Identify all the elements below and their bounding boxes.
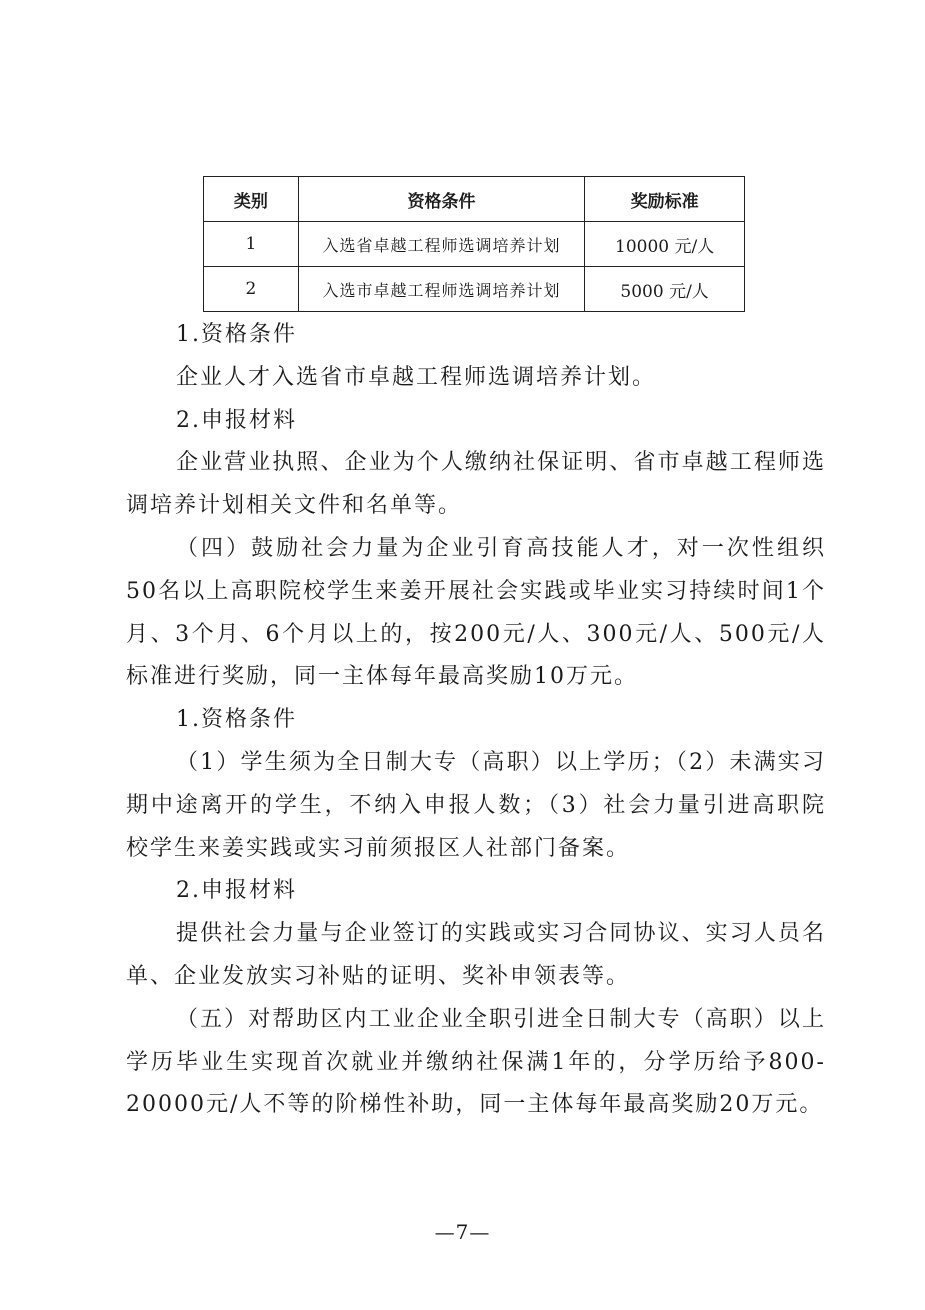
- section-heading: 2.申报材料: [176, 878, 297, 904]
- paragraph: （四）鼓励社会力量为企业引育高技能人才，对一次性组织50名以上高职院校学生来姜开展社会实践或毕业实习持续时间1个月、3个月、6个月以上的，按200元/人、300元/人、500元/人标准进行奖励，同一主体每年最高奖励10万元。: [126, 535, 826, 690]
- paragraph: 提供社会力量与企业签订的实践或实习合同协议、实习人员名单、企业发放实习补贴的证明、奖补申领表等。: [126, 921, 826, 989]
- section-heading: 1.资格条件: [176, 707, 297, 733]
- cell-category: 1: [204, 222, 299, 267]
- body-text: [126, 314, 826, 1127]
- award-table: [203, 176, 745, 312]
- cell-condition: 入选市卓越工程师选调培养计划: [298, 267, 584, 312]
- cell-category: 2: [204, 267, 299, 312]
- header-category: 类别: [204, 177, 299, 222]
- cell-reward: 10000 元/人: [585, 222, 745, 267]
- table-row: [204, 267, 745, 312]
- page-number: —7—: [434, 1220, 491, 1244]
- table-row: [204, 222, 745, 267]
- paragraph: 企业人才入选省市卓越工程师选调培养计划。: [176, 364, 657, 390]
- paragraph: （五）对帮助区内工业企业全职引进全日制大专（高职）以上学历毕业生实现首次就业并缴纳社保满1年的，分学历给予800-20000元/人不等的阶梯性补助，同一主体每年最高奖励20万元。: [126, 1006, 826, 1118]
- paragraph: 企业营业执照、企业为个人缴纳社保证明、省市卓越工程师选调培养计划相关文件和名单等。: [126, 450, 826, 519]
- section-heading: 2.申报材料: [176, 407, 297, 433]
- header-condition: 资格条件: [298, 177, 584, 222]
- section-heading: 1.资格条件: [176, 322, 297, 347]
- cell-reward: 5000 元/人: [585, 267, 745, 312]
- cell-condition: 入选省卓越工程师选调培养计划: [298, 222, 584, 267]
- header-reward: 奖励标准: [585, 177, 745, 222]
- table-header-row: [204, 177, 745, 222]
- paragraph: （1）学生须为全日制大专（高职）以上学历；（2）未满实习期中途离开的学生，不纳入申报人数；（3）社会力量引进高职院校学生来姜实践或实习前须报区人社部门备案。: [126, 749, 826, 861]
